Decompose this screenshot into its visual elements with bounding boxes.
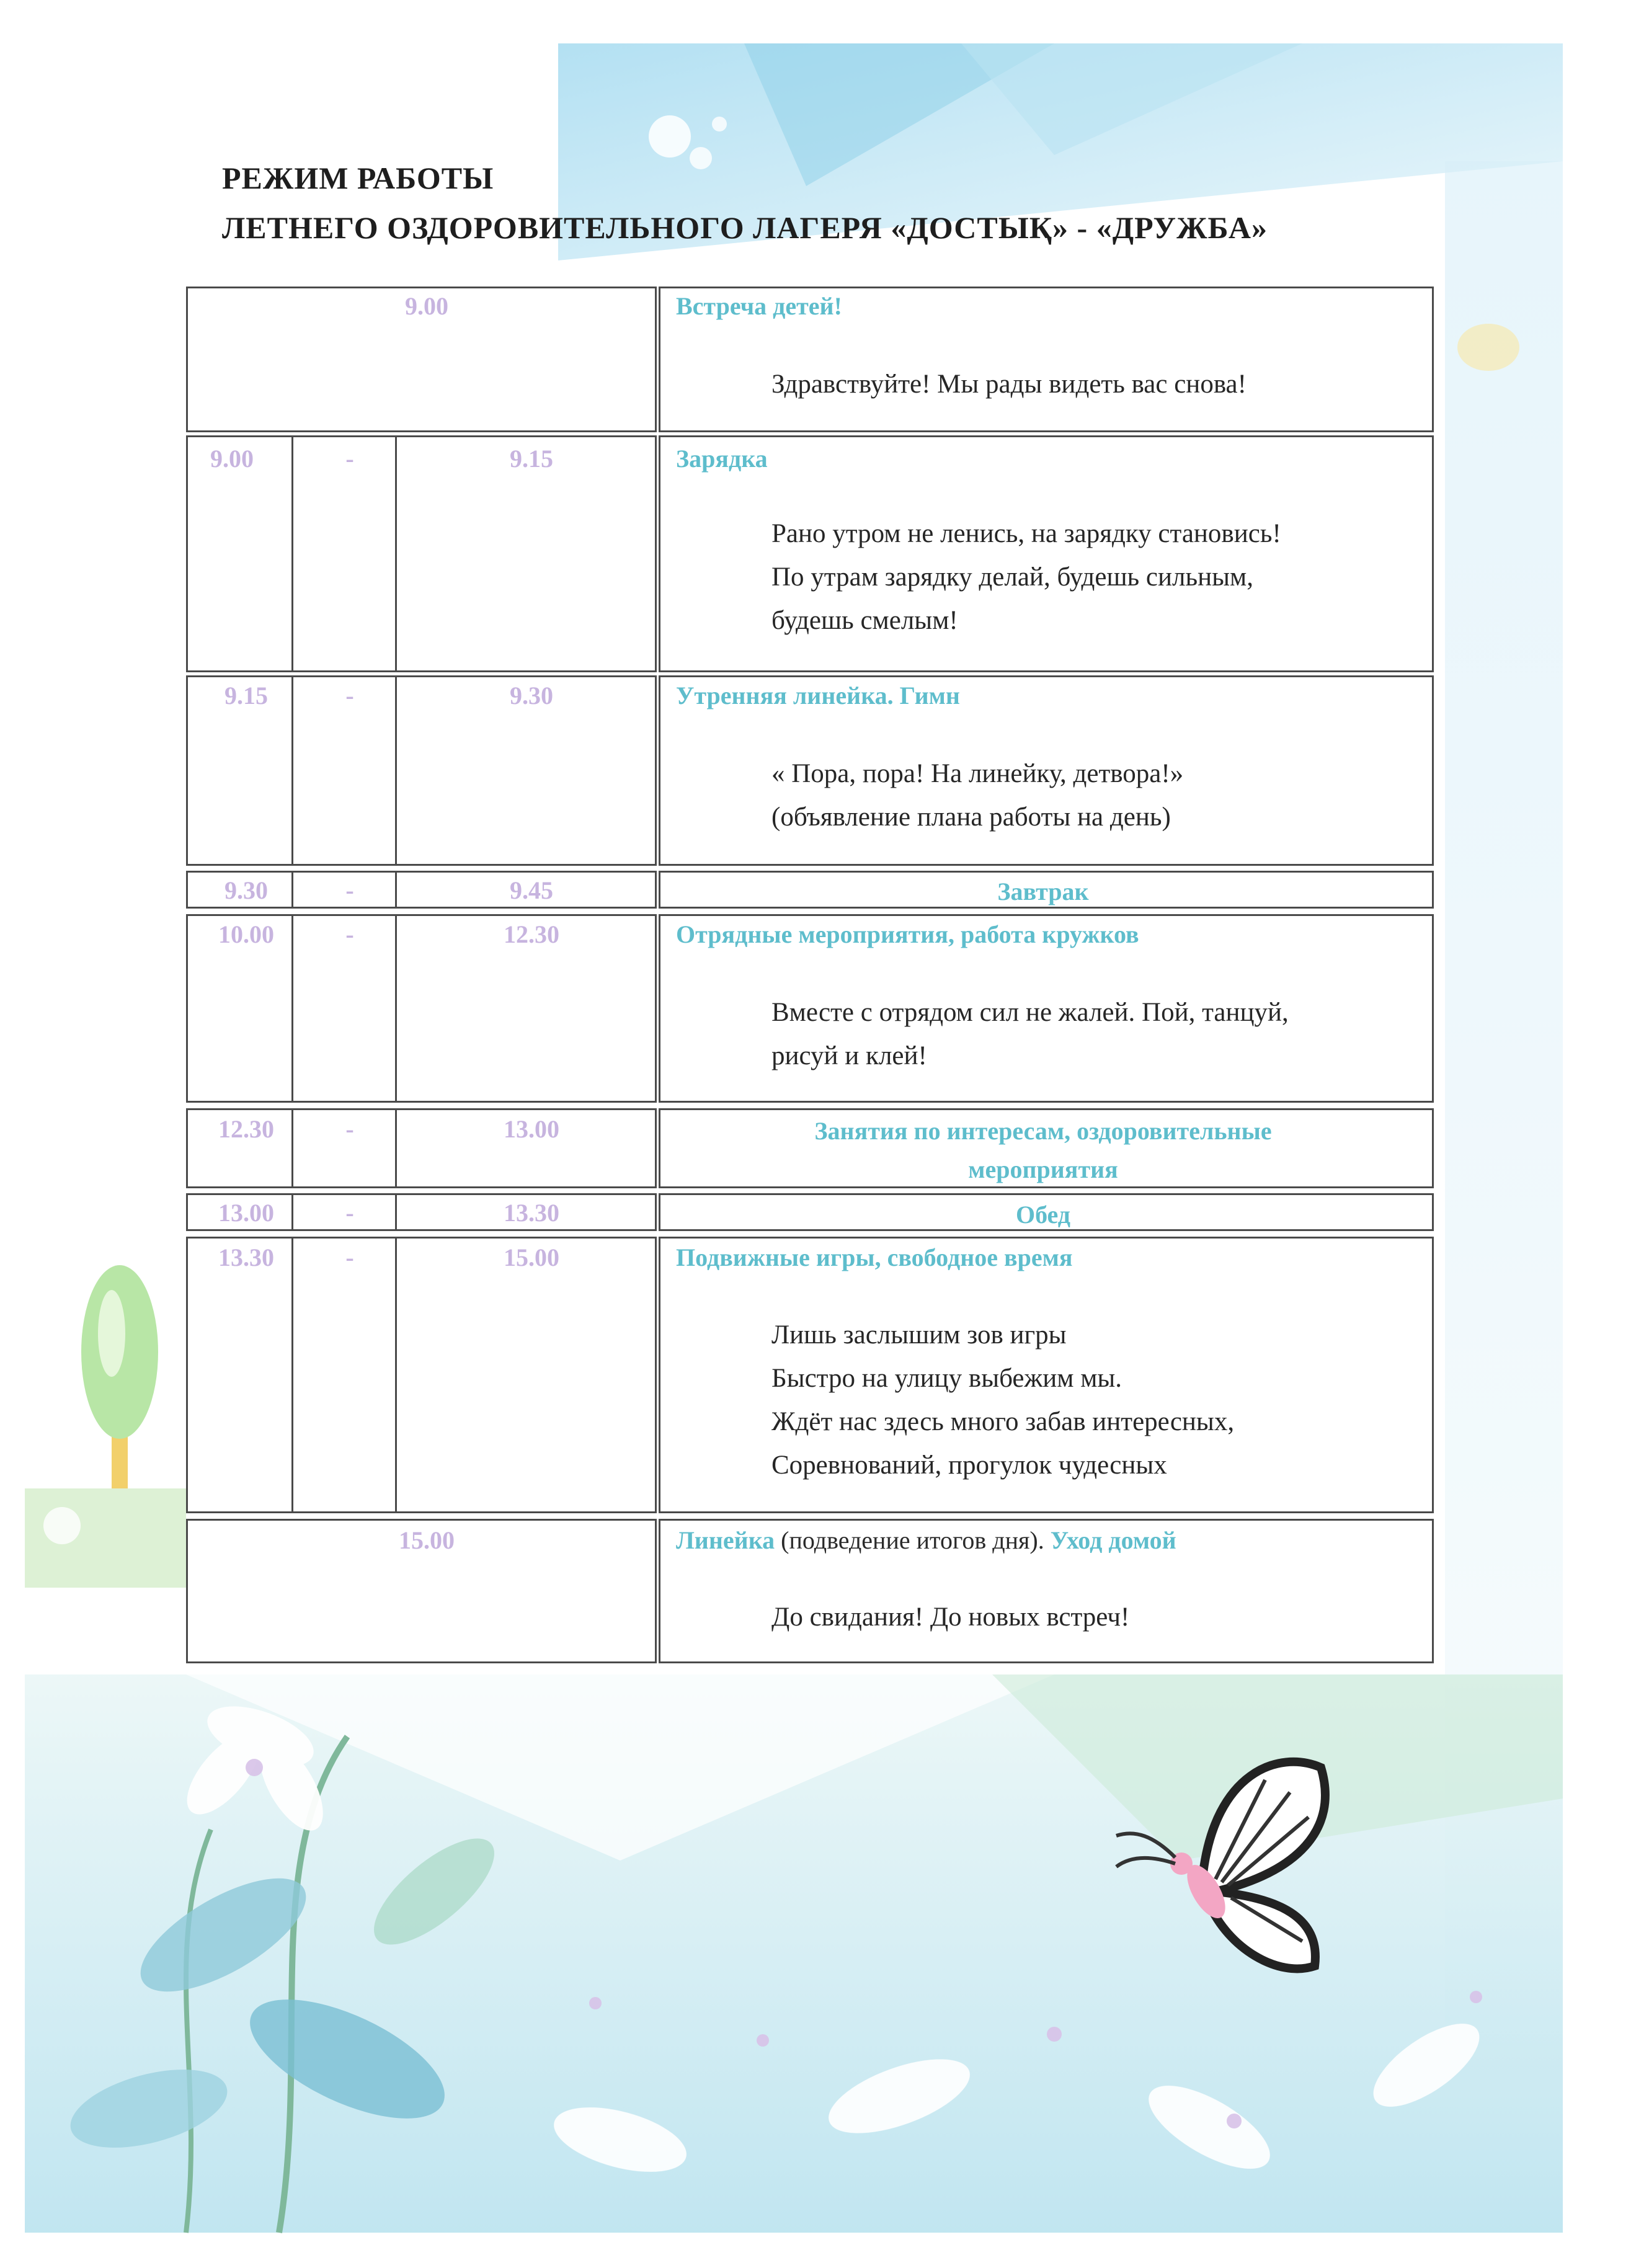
end-time: 9.15 — [510, 445, 553, 473]
time-dash: - — [345, 1243, 354, 1271]
time-dash: - — [345, 876, 354, 904]
end-time: 9.30 — [510, 682, 553, 709]
activity-title-cont: мероприятия — [968, 1155, 1118, 1183]
start-time: 10.00 — [218, 920, 274, 948]
activity-title: Зарядка — [676, 445, 768, 473]
time-dash: - — [345, 920, 354, 948]
verse-line: По утрам зарядку делай, будешь сильным, — [771, 563, 1253, 592]
time-cell: 9.00 — [405, 292, 448, 320]
start-time: 9.00 — [210, 445, 254, 473]
end-time: 12.30 — [504, 920, 559, 948]
verse-line: рисуй и клей! — [771, 1041, 927, 1070]
title-part-note: (подведение итогов дня). — [775, 1526, 1051, 1554]
end-time: 9.45 — [510, 876, 553, 904]
verse-line: будешь смелым! — [771, 606, 958, 635]
title-part-lineyka: Линейка — [676, 1526, 775, 1554]
table-row — [186, 435, 657, 672]
title-part-home: Уход домой — [1050, 1526, 1176, 1554]
verse-line: Ждёт нас здесь много забав интересных, — [771, 1407, 1235, 1436]
activity-title: Подвижные игры, свободное время — [676, 1243, 1073, 1271]
activity-title: Занятия по интересам, оздоровительные — [814, 1117, 1272, 1145]
time-dash: - — [345, 445, 354, 473]
end-time: 15.00 — [504, 1243, 559, 1271]
activity-title: Утренняя линейка. Гимн — [676, 682, 960, 709]
verse-line: Вместе с отрядом сил не жалей. Пой, танцуй, — [771, 998, 1289, 1027]
start-time: 13.30 — [218, 1243, 274, 1271]
time-dash: - — [345, 1199, 354, 1227]
verse-line: Быстро на улицу выбежим мы. — [771, 1364, 1122, 1393]
table-row — [186, 1237, 657, 1513]
start-time: 13.00 — [218, 1199, 274, 1227]
page-subtitle: ЛЕТНЕГО ОЗДОРОВИТЕЛЬНОГО ЛАГЕРЯ «ДОСТЫҚ» - «ДРУЖБА» — [222, 210, 1268, 245]
activity-title: Встреча детей! — [676, 292, 842, 320]
start-time: 9.30 — [224, 876, 268, 904]
activity-title: Отрядные мероприятия, работа кружков — [676, 920, 1139, 948]
verse-line: Соревнований, прогулок чудесных — [771, 1451, 1167, 1480]
activity-title — [676, 1526, 1176, 1555]
verse-line: (объявление плана работы на день) — [771, 803, 1171, 832]
time-dash: - — [345, 682, 354, 709]
time-cell: 15.00 — [399, 1526, 455, 1554]
start-time: 12.30 — [218, 1115, 274, 1143]
activity-title: Завтрак — [997, 878, 1089, 905]
verse-line: Рано утром не ленись, на зарядку становись! — [771, 519, 1281, 548]
activity-title: Обед — [1015, 1201, 1071, 1229]
verse-line: Лишь заслышим зов игры — [771, 1320, 1067, 1350]
end-time: 13.30 — [504, 1199, 559, 1227]
time-dash: - — [345, 1115, 354, 1143]
verse-line: « Пора, пора! На линейку, детвора!» — [771, 759, 1184, 788]
verse-line: До свидания! До новых встреч! — [771, 1603, 1130, 1632]
start-time: 9.15 — [224, 682, 268, 709]
end-time: 13.00 — [504, 1115, 559, 1143]
page-title: РЕЖИМ РАБОТЫ — [222, 161, 494, 195]
verse-line: Здравствуйте! Мы рады видеть вас снова! — [771, 370, 1247, 399]
